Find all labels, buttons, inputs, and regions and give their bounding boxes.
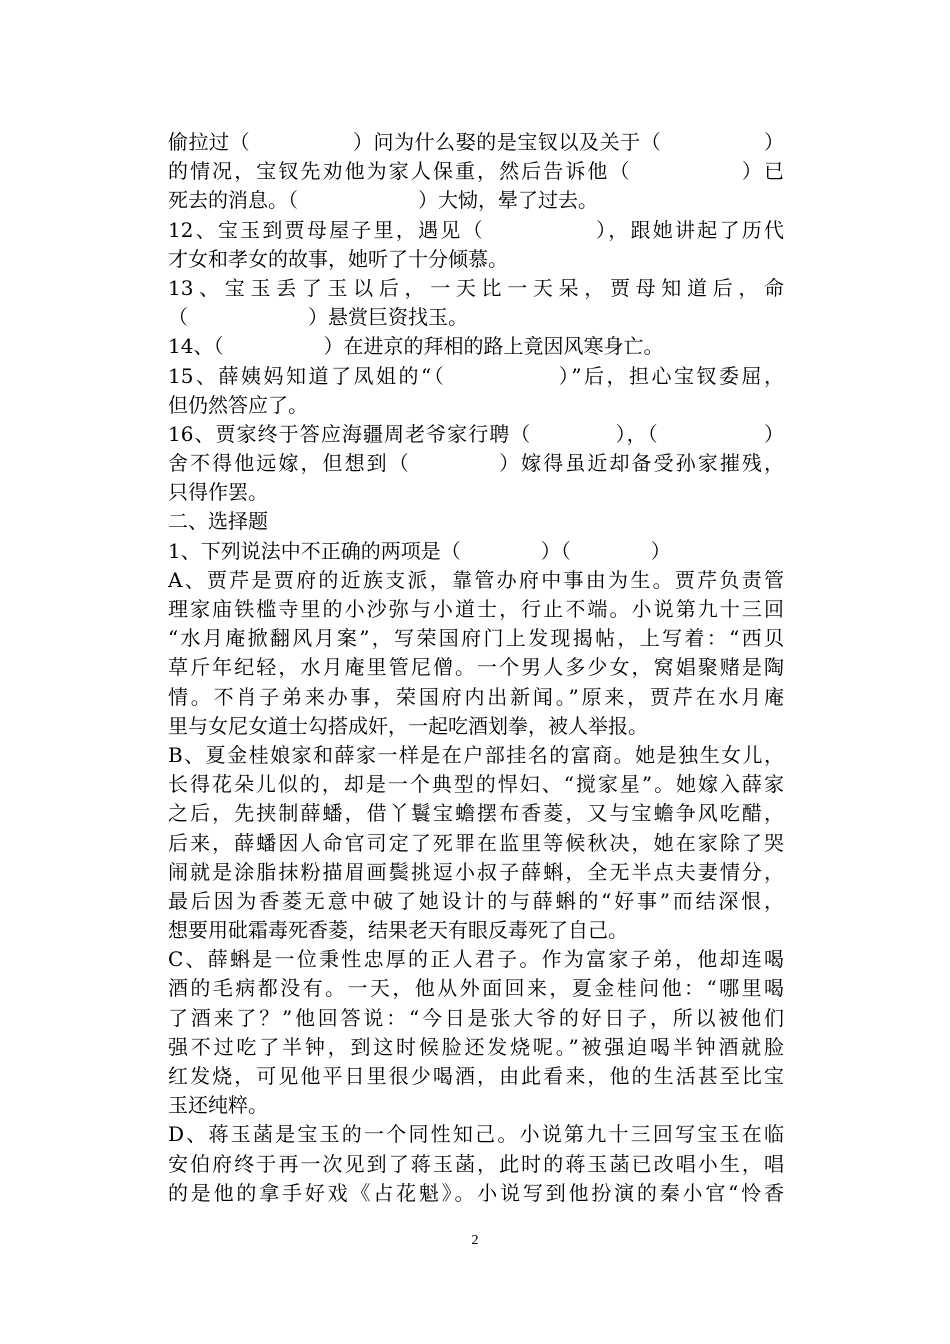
text-line: 13、宝玉丢了玉以后，一天比一天呆，贾母知道后，命 (168, 275, 784, 300)
text-line: 红发烧，可见他平日里很少喝酒，由此看来，他的生活甚至比宝 (168, 1064, 784, 1088)
text-line: A、贾芹是贾府的近族支派，靠管办府中事由为生。贾芹负责管 (168, 567, 784, 592)
text-line: 舍不得他远嫁，但想到（ ）嫁得虽近却备受孙家摧残， (168, 451, 784, 476)
text-line: 理家庙铁槛寺里的小沙弥与小道士，行止不端。小说第九十三回 (168, 597, 784, 621)
text-line: 二、选择题 (168, 509, 268, 534)
text-line: 只得作罢。 (168, 480, 268, 505)
text-line: 闹就是涂脂抹粉描眉画鬓挑逗小叔子薛蝌，全无半点夫妻情分， (168, 859, 784, 884)
text-line: 后来，薛蟠因人命官司定了死罪在监里等候秋决，她在家除了哭 (168, 830, 784, 855)
text-line: “水月庵掀翻风月案”，写荣国府门上发现揭帖，上写着：“西贝 (168, 626, 784, 651)
text-line: 最后因为香菱无意中破了她设计的与薛蝌的“好事”而结深恨， (168, 888, 784, 913)
text-line: 的是他的拿手好戏《占花魁》。小说写到他扮演的秦小官“怜香 (168, 1180, 784, 1205)
text-line: 才女和孝女的故事，她听了十分倾慕。 (168, 246, 508, 271)
text-line: B、夏金桂娘家和薛家一样是在户部挂名的富商。她是独生女儿， (168, 742, 784, 767)
text-line: 强不过吃了半钟，到这时候脸还发烧呢。”被强迫喝半钟酒就脸 (168, 1034, 784, 1059)
text-line: D、蒋玉菡是宝玉的一个同性知己。小说第九十三回写宝玉在临 (168, 1122, 784, 1147)
text-line: 偷拉过（ ）问为什么娶的是宝钗以及关于（ ） (168, 130, 784, 154)
document-body (168, 128, 784, 1208)
text-line: 草斤年纪轻，水月庵里管尼僧。一个男人多少女，窝娼聚赌是陶 (168, 655, 784, 680)
text-line: 之后，先挟制薛蟠，借丫鬟宝蟾摆布香菱，又与宝蟾争风吃醋， (168, 801, 784, 826)
text-line: 玉还纯粹。 (168, 1093, 268, 1118)
text-line: C、薛蝌是一位秉性忠厚的正人君子。作为富家子弟，他却连喝 (168, 947, 784, 972)
text-line: 但仍然答应了。 (168, 392, 308, 417)
text-line: 15、薛姨妈知道了凤姐的“（ ）”后，担心宝钗委屈， (168, 363, 784, 388)
text-line: 死去的消息。（ ）大恸，晕了过去。 (168, 188, 598, 213)
text-line: 情。不肖子弟来办事，荣国府内出新闻。”原来，贾芹在水月庵 (168, 684, 784, 709)
text-line: 安伯府终于再一次见到了蒋玉菡，此时的蒋玉菡已改唱小生，唱 (168, 1151, 784, 1176)
text-line: 14、（ ）在进京的拜相的路上竟因风寒身亡。 (168, 334, 664, 359)
text-line: 想要用砒霜毒死香菱，结果老天有眼反毒死了自己。 (168, 918, 628, 943)
text-line: 1、下列说法中不正确的两项是（ ）（ ） (168, 538, 671, 563)
text-line: 里与女尼女道士勾搭成奸，一起吃酒划拳，被人举报。 (168, 713, 648, 738)
text-line: 的情况，宝钗先劝他为家人保重，然后告诉他（ ）已 (168, 159, 784, 184)
text-line: 酒的毛病都没有。一天，他从外面回来，夏金桂问他：“哪里喝 (168, 976, 784, 1001)
text-line: 了酒来了？”他回答说：“今日是张大爷的好日子，所以被他们 (168, 1005, 784, 1030)
text-line: （ ）悬赏巨资找玉。 (168, 305, 468, 330)
text-line: 16、贾家终于答应海疆周老爷家行聘（ ），（ ） (168, 421, 784, 446)
text-line: 长得花朵儿似的，却是一个典型的悍妇、“搅家星”。她嫁入薛家 (168, 772, 784, 797)
page-number: 2 (471, 1233, 479, 1248)
text-line: 12、宝玉到贾母屋子里，遇见（ ），跟她讲起了历代 (168, 217, 784, 242)
